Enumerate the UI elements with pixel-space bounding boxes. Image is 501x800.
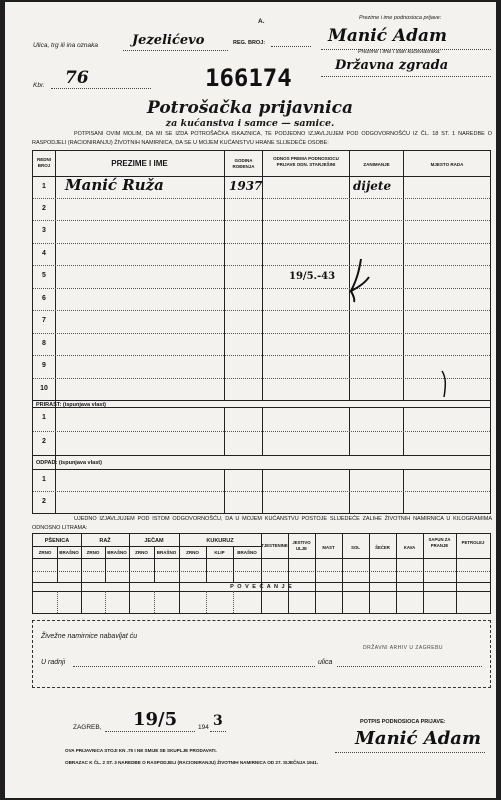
signing-date: 19/5 (133, 709, 178, 730)
table-row: 8 (42, 340, 46, 347)
entry-birth-year: 1937 (229, 179, 263, 193)
city-label: ZAGREB, (73, 724, 102, 731)
applicant-name: Manić Adam (328, 26, 447, 46)
registration-number: 166174 (205, 64, 292, 92)
col-sapun: SAPUN ZA PRANJE (428, 537, 451, 548)
col-tjestenine: TJESTENINE (261, 543, 288, 548)
prirast-label: PRIRAST: (ispunjava vlast) (36, 402, 106, 408)
street-value: Jezelićevo (132, 33, 205, 48)
col-header-relation: ODNOS PREMA PODNOSIOCU PRIJAVE ODN. STARJEŠINI (273, 156, 339, 167)
table-row: 2 (42, 205, 46, 212)
sub-klip: KLIP (214, 550, 225, 555)
stock-table (32, 533, 491, 614)
intro-statement: POTPISANI OVIM MOLIM, DA MI SE IZDA POTROŠAČKA ISKAZNICA, TE PODJEDNO IZJAVLJUJEM POD ODGOVORNOŠĆU IZ ČL. 18 ST. 1 NAREDBE O RASPODJELI (RACIONIRANJU) ŽIVOTNIH NAMIRNICA, DA SE U MOJEM KUĆANSTVU HRANE SLIJEDEĆE OSOBE: (32, 131, 492, 146)
entry-name: Manić Ruža (65, 176, 164, 194)
form-sheet (5, 2, 496, 798)
handwritten-stroke (438, 369, 452, 399)
group-kukuruz: KUKURUZ (206, 538, 234, 544)
form-letter: A. (258, 18, 265, 25)
table-row: 4 (42, 250, 46, 257)
entry-occupation: dijete (353, 179, 392, 193)
sub-zrno: ZRNO (135, 550, 148, 555)
group-jecam: JEČAM (144, 538, 164, 544)
col-header-name: PREZIME I IME (111, 159, 168, 168)
table-row: 9 (42, 362, 46, 369)
table-row: 3 (42, 227, 46, 234)
table-row: 1 (42, 183, 46, 190)
year-prefix: 194 (198, 724, 209, 731)
odpad-row-1: 1 (42, 476, 46, 483)
sub-brasno: BRAŠNO (237, 550, 257, 555)
sub-brasno: BRAŠNO (59, 550, 79, 555)
sub-brasno: BRAŠNO (156, 550, 177, 555)
col-kava: KAVA (403, 545, 416, 550)
table-row: 7 (42, 317, 46, 324)
col-header-workplace: MJESTO RADA (430, 162, 464, 167)
group-psenica: PŠENICA (44, 538, 70, 544)
col-secer: ŠEĆER (375, 545, 390, 550)
form-subtitle: za kućanstva i samce — samice. (165, 118, 335, 129)
increase-label: P O V E Ć A N J E (230, 584, 293, 590)
sub-zrno: ZRNO (186, 550, 199, 555)
col-header-number: REDNI BROJ (36, 157, 51, 168)
col-header-occupation: ZANIMANJE (363, 162, 390, 167)
street-field-label: ulica (318, 659, 333, 666)
prirast-row-1: 1 (42, 414, 46, 421)
table-row: 5 (42, 272, 46, 279)
persons-table (32, 150, 491, 514)
applicant-signature: Manić Adam (355, 728, 481, 749)
price-note: OVA PRIJAVNICA STOJI KN .75 I NE SMIJE SE SKUPLJE PRODAVATI. (65, 748, 217, 753)
group-raz: RAŽ (99, 538, 111, 544)
form-note: OBRAZAC K ČL. 2 ST. 3 NAREDBE O RASPODJELI (RACIONIRANJU) ŽIVOTNIH NAMIRNICA OD 27. SIJEČNJA 1941. (65, 760, 319, 765)
reg-label: REG. BROJ: (233, 40, 266, 46)
entry-date-mark: 19/5.-43 (289, 271, 336, 282)
supply-label: Živežne namirnice nabavljat ću (41, 633, 138, 640)
col-ulje: JESTIVO ULJE (292, 540, 311, 551)
year-value: 3 (213, 713, 223, 729)
sub-zrno: ZRNO (86, 550, 100, 555)
table-row: 10 (40, 385, 48, 392)
col-petrolej: PETROLEJ (461, 540, 485, 545)
store-label: U radnji (41, 659, 66, 666)
odpad-row-2: 2 (42, 498, 46, 505)
sub-brasno: BRAŠNO (107, 550, 127, 555)
col-sol: SOL (351, 545, 360, 550)
householder-name: Državna zgrada (335, 58, 449, 73)
archive-stamp: DRŽAVNI ARHIV U ZAGREBU (363, 645, 444, 651)
table-row: 6 (42, 295, 46, 302)
handwritten-mark (343, 257, 373, 303)
form-title: Potrošačka prijavnica (147, 98, 353, 118)
street-label: Ulica, trg ili ina oznaka (33, 42, 99, 49)
supply-box (32, 620, 491, 688)
house-number-value: 76 (65, 68, 89, 88)
stock-statement: UJEDNO IZJAVLJUJEM POD ISTOM ODGOVORNOŠĆU, DA U MOJEM KUĆANSTVU POSTOJE SLIJEDEĆE ZALIHE ŽIVOTNIH NAMIRNICA U KILOGRAMIMA ODNOSNO LITRAMA: (32, 516, 492, 531)
sub-zrno: ZRNO (38, 550, 52, 555)
col-header-birth-year: GODINA ROĐENJA (232, 158, 255, 169)
applicant-label: Prezime i ime podnosioca prijave: (359, 15, 442, 21)
householder-label: Prezime i ime i stan kućevlasnika: (358, 49, 441, 55)
person-rows (33, 176, 490, 400)
prirast-row-2: 2 (42, 438, 46, 445)
signature-label: POTPIS PODNOSIOCA PRIJAVE: (360, 719, 446, 725)
col-mast: MAST (322, 545, 335, 550)
odpad-label: ODPAD: (ispunjava vlast) (36, 460, 102, 466)
house-number-label: Kbr. (33, 82, 45, 89)
